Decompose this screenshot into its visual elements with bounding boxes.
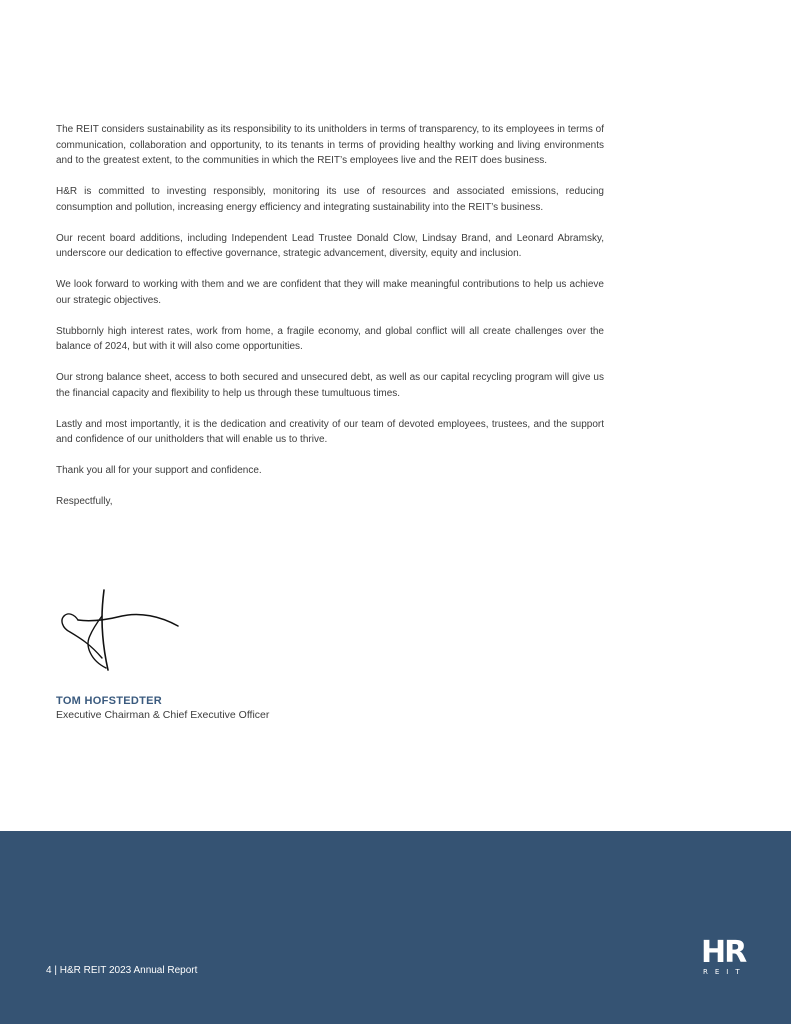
hr-reit-logo (700, 932, 748, 976)
paragraph-thanks: Thank you all for your support and confidence. (56, 465, 262, 476)
letter-body (56, 122, 604, 525)
paragraph-commitment: H&R is committed to investing responsibly, monitoring its use of resources and associated emissions, reducing consumption and pollution, increasing energy efficiency and integrating sustainability into the REIT’s business. (56, 186, 604, 213)
signature-image (56, 586, 186, 676)
logo-sub-text: REIT (703, 968, 747, 976)
footer-band (0, 831, 791, 1024)
paragraph-balance-sheet: Our strong balance sheet, access to both secured and unsecured debt, as well as our capital recycling program will give us the financial capacity and flexibility to help us through these tumultuous times. (56, 372, 604, 399)
logo-main-text: HR (701, 935, 746, 970)
signer-title: Executive Chairman & Chief Executive Officer (56, 709, 270, 721)
footer-page-label: 4 | H&R REIT 2023 Annual Report (46, 965, 198, 976)
paragraph-board-additions: Our recent board additions, including Independent Lead Trustee Donald Clow, Lindsay Brand, and Leonard Abramsky, underscore our dedication to effective governance, strategic advancement, diversity, equity and inclusion. (56, 232, 604, 259)
paragraph-look-forward: We look forward to working with them and we are confident that they will make meaningful contributions to help us achieve our strategic objectives. (56, 279, 604, 306)
paragraph-closing: Respectfully, (56, 496, 113, 507)
signer-name: TOM HOFSTEDTER (56, 695, 163, 707)
paragraph-team: Lastly and most importantly, it is the dedication and creativity of our team of devoted employees, trustees, and the support and confidence of our unitholders that will enable us to thrive. (56, 418, 604, 445)
paragraph-challenges: Stubbornly high interest rates, work from home, a fragile economy, and global conflict will all create challenges over the balance of 2024, but with it will also come opportunities. (56, 325, 604, 352)
paragraph-sustainability: The REIT considers sustainability as its responsibility to its unitholders in terms of transparency, to its employees in terms of communication, collaboration and opportunity, to its tenants in terms of providing healthy working and living environments and to the greatest extent, to the communities in which the REIT’s employees live and the REIT does business. (56, 124, 604, 166)
signer-block (56, 694, 269, 722)
